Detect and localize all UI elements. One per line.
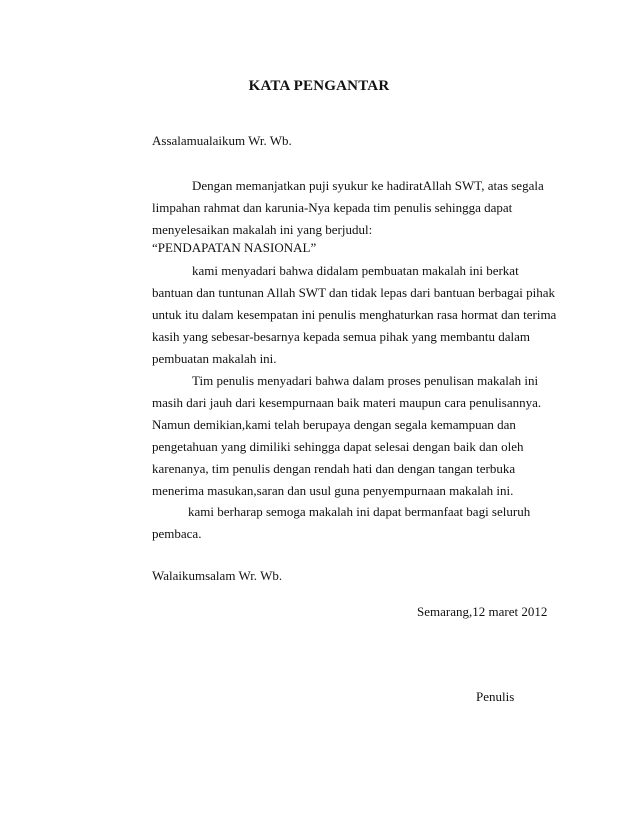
signature-label: Penulis <box>476 689 515 704</box>
paragraph2-line-4: kasih yang sebesar-besarnya kepada semua pihak yang membantu dalam <box>152 329 531 344</box>
paragraph4-line-2: pembaca. <box>152 526 202 541</box>
date-place: Semarang,12 maret 2012 <box>417 604 548 619</box>
paragraph3-line-4: pengetahuan yang dimiliki sehingga dapat selesai dengan baik dan oleh <box>152 439 524 454</box>
paragraph1-line-4: “PENDAPATAN NASIONAL” <box>152 240 317 255</box>
paragraph1-line-2: limpahan rahmat dan karunia-Nya kepada tim penulis sehingga dapat <box>152 200 513 215</box>
paragraph1-line-3: menyelesaikan makalah ini yang berjudul: <box>152 222 373 237</box>
paragraph3-line-3: Namun demikian,kami telah berupaya dengan segala kemampuan dan <box>152 417 516 432</box>
closing: Walaikumsalam Wr. Wb. <box>152 568 283 583</box>
paragraph2-line-2: bantuan dan tuntunan Allah SWT dan tidak lepas dari bantuan berbagai pihak <box>152 285 556 300</box>
paragraph3-line-5: karenanya, tim penulis dengan rendah hati dan dengan tangan terbuka <box>152 461 516 476</box>
page-title: KATA PENGANTAR <box>248 78 390 94</box>
paragraph2-line-1: kami menyadari bahwa didalam pembuatan makalah ini berkat <box>192 263 519 278</box>
paragraph3-line-1: Tim penulis menyadari bahwa dalam proses penulisan makalah ini <box>192 373 539 388</box>
paragraph2-line-3: untuk itu dalam kesempatan ini penulis menghaturkan rasa hormat dan terima <box>152 307 557 322</box>
paragraph3-line-2: masih dari jauh dari kesempurnaan baik materi maupun cara penulisannya. <box>152 395 542 410</box>
paragraph1-line-1: Dengan memanjatkan puji syukur ke hadiratAllah SWT, atas segala <box>192 178 544 193</box>
paragraph3-line-6: menerima masukan,saran dan usul guna penyempurnaan makalah ini. <box>152 483 514 498</box>
paragraph4-line-1: kami berharap semoga makalah ini dapat bermanfaat bagi seluruh <box>188 504 531 519</box>
greeting: Assalamualaikum Wr. Wb. <box>152 133 292 148</box>
paragraph2-line-5: pembuatan makalah ini. <box>152 351 277 366</box>
